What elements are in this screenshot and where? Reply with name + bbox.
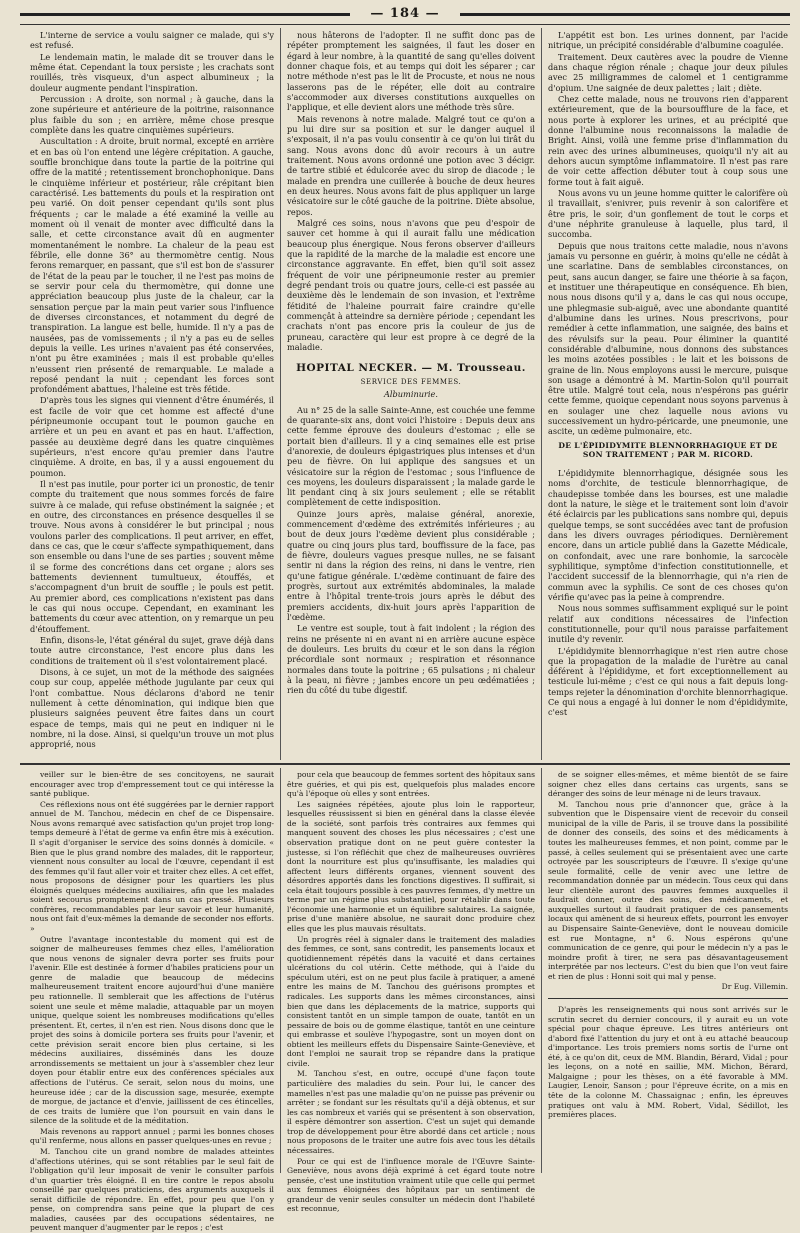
paragraph: Mais revenons à notre malade. Malgré tout ce qu'on a pu lui dire sur sa position et sur le danger auquel il s'exposait, il n'a pas voulu consentir à ce qu'on lui tirât du sang. Nous avons donc dû avoir recours à un autre traitement. Nous avons ordonné une potion avec 3 décigr. de tartre stibié et édulcorée avec du sirop de diacode ; le malade en prendra une cuillerée à bouche de deux heures en deux heures. Nous avons fait de plus appliquer un large vésicatoire sur le côté gauche de la poitrine. Diète absolue, repos. bbox=[287, 113, 535, 217]
paragraph: Chez cette malade, nous ne trouvons rien d'apparent extérieurement, que de la boursoufflure de la face, et nous porte à explorer les urines, et au précipité que donne l'albumine nous reconnaissons la maladie de Bright. Ainsi, voilà une femme prise d'inflammation du rein avec des urines albumineuses, quoiqu'il n'y ait au dehors aucun symptôme inflammatoire. Il n'est pas rare de voir cette affection débuter tout à coup sous une forme tout à fait aiguë. bbox=[548, 93, 788, 187]
paragraph: Traitement. Deux cautères avec la poudre de Vienne dans chaque région rénale ; chaque jour deux pilules avec 25 milligrammes de calomel et 1 centigramme d'opium. Une saignée de deux palettes ; lait ; diète. bbox=[548, 51, 788, 93]
paragraph: L'interne de service a voulu saigner ce malade, qui s'y est refusé. bbox=[30, 30, 274, 51]
section-title-necker: HOPITAL NECKER. — M. Trousseau. bbox=[296, 362, 526, 375]
paragraph: nous hâterons de l'adopter. Il ne suffit donc pas de répéter promptement les saignées, il faut les doser en égard à leur nombre, à la quantité de sang qu'elles doivent donner chaque fois, et au temps qui doit les séparer ; car notre méthode n'est pas le lit de Procuste, et nous ne nous lasserons pas de le répéter, elle doit au contraire s'accommoder aux diverses constitutions auxquelles on l'applique, et elle devient alors une méthode très sûre. bbox=[287, 30, 535, 113]
paragraph: Mais revenons au rapport annuel ; parmi les bonnes choses qu'il renferme, nous allons en passer quelques-unes en revue ; bbox=[30, 1126, 274, 1146]
header-rule-left bbox=[20, 13, 350, 16]
paragraph: D'après tous les signes qui viennent d'être énumérés, il est facile de voir que cet homme est affecté d'une péripneumonie occupant tout le poumon gauche en arrière et un peu en avant et pas en haut. L'affection, passée au deuxième degré dans les quatre cinquièmes supérieurs, n'est encore qu'au premier dans l'autre cinquième. A droite, en bas, il y a aussi engouement du poumon. bbox=[30, 395, 274, 478]
paragraph: veiller sur le bien-être de ses concitoyens, ne saurait encourager avec trop d'empressement tout ce qui intéresse la santé publique. bbox=[30, 770, 274, 799]
paragraph: Nous nous sommes suffisamment expliqué sur le point relatif aux conditions nécessaires de l'infection constitutionnelle, pour qu'il nous paraisse parfaitement inutile d'y revenir. bbox=[548, 603, 788, 645]
paragraph: Un progrès réel à signaler dans le traitement des maladies des femmes, ce sont, sans contredit, les pansements locaux et quotidiennement répétés dans la vacuité et dans certaines ulcérations du col utérin. Cette méthode, qui à l'aide du spéculum utéri, est on ne peut plus facile à pratiquer, a amené entre les mains de M. Tanchou des guérisons promptes et radicales. Les supports dans les mêmes circonstances, ainsi bien que dans les déplacements de la matrice, supports qui consistent tantôt en un simple tampon de ouate, tantôt en un pessaire de bois ou de gomme élastique, tantôt en une ceinture qui embrasse et soulève l'hypogastre, sont un moyen dont on obtient les meilleurs effets du Dispensaire Sainte-Geneviève, et dont l'emploi ne saurait trop se répandre dans la pratique civile. bbox=[287, 934, 535, 1068]
paragraph: Enfin, disons-le, l'état général du sujet, grave déjà dans toute autre circonstance, l'est encore plus dans les conditions de traitement où il s'est volontairement placé. bbox=[30, 635, 274, 666]
paragraph: L'appétit est bon. Les urines donnent, par l'acide nitrique, un précipité considérable d'albumine coagulée. bbox=[548, 30, 788, 51]
paragraph: L'épididymite blennorrhagique n'est rien autre chose que la propagation de la maladie de l'urètre au canal déférent à l'épididyme, et fort exceptionnellement au testicule lui-même ; c'est ce qui nous a fait depuis long-temps rejeter la dénomination d'orchite blennorrhagique. Ce qui nous a engagé à lui donner le nom d'épididymite, c'est bbox=[548, 645, 788, 718]
paragraph: Percussion : A droite, son normal ; à gauche, dans la zone supérieure et antérieure de la poitrine, raisonnance plus faible du son ; en arrière, même chose presque complète dans les quatre cinquièmes supérieurs. bbox=[30, 93, 274, 135]
section-title-epididymite: DE L'ÉPIDIDYMITE BLENNORRHAGIQUE ET DE SON TRAITEMENT ; PAR M. RICORD. bbox=[558, 440, 778, 460]
section-topic: Albuminurie. bbox=[384, 389, 438, 400]
paragraph: Le ventre est souple, tout à fait indolent ; la région des reins ne présente ni en avant ni en arrière aucune espèce de douleurs. Les bruits du cœur et le son dans la région précordiale sont normaux ; respiration et résonnance normales dans toute la poitrine ; 65 pulsations ; ni chaleur à la peau, ni fièvre ; jambes encore un peu œdématiées ; rien du côté du tube digestif. bbox=[287, 623, 535, 696]
page-header bbox=[20, 6, 790, 22]
paragraph: Outre l'avantage incontestable du moment qui est de soigner de malheureuses femmes chez elles, l'amélioration que nous venons de signaler devra porter ses fruits pour l'avenir. Elle est destinée à former d'habiles praticiens pour un genre de maladie que beaucoup de médecins malheureusement traitent encore aujourd'hui d'une manière peu rationnelle. Il semblerait que les affections de l'utérus soient une seule et même maladie, attaquable par un moyen unique, quelque soient les nombreuses modifications qu'elles présentent. Et, certes, il n'en est rien. Nous disons donc que le projet des soins à domicile portera ses fruits pour l'avenir, et cette prévision serait encore bien plus certaine, si les médecins auxiliaires, disséminés dans les douze arrondissements se mettaient un jour à s'assembler chez leur doyen pour établir entre eux des conférences spéciales aux affections de l'utérus. Ce serait, selon nous du moins, une heureuse idée ; car de la discussion sage, mesurée, exempte de morgue, de jactance et d'envie, jaillissent de ces étincelles, de ces traits de lumière que l'on poursuit en vain dans le silence de la solitude et de la méditation. bbox=[30, 934, 274, 1126]
paragraph: M. Tanchou cite un grand nombre de malades atteintes d'affections utérines, qui se sont rétablies par le seul fait de l'obligation qu'il leur imposait de venir le consulter parfois d'un quartier très éloigné. Il en tire contre le repos absolu conseillé par quelques praticiens, des arguments auxquels il serait difficile de répondre. En effet, pour peu que l'on y pense, on comprendra sans peine que la plupart de ces maladies, causées par des occupations sédentaires, ne peuvent manquer d'augmenter par le repos ; c'est bbox=[30, 1146, 274, 1233]
paragraph: M. Tanchou nous prie d'annoncer que, grâce à la subvention que le Dispensaire vient de recevoir du conseil municipal de la ville de Paris, il se trouve dans la possibilité de donner des conseils, des soins et des médicaments à toutes les malheureuses femmes, et non point, comme par le passé, à celles seulement qui se présentaient avec une carte octroyée par les souscripteurs de l'œuvre. Il s'exige qu'une seule formalité, celle de venir avec une lettre de recommandation donnée par un médecin. Tous ceux qui dans leur clientèle auront des pauvres femmes auxquelles il faudrait donner, outre des soins, des médicaments, et auxquelles surtout il faudrait pratiquer de ces pansements locaux qui amènent de si heureux effets, pourront les envoyer au Dispensaire Sainte-Geneviève, dont le nouveau domicile est rue Montagne, n° 6. Nous espérons qu'une communication de ce genre, qui pour le médecin n'y a pas le moindre profit à tirer, ne sera pas désavantageusement interprétée par nos lecteurs. C'est du bien que l'on veut faire et rien de plus : Honni soit qui mal y pense. bbox=[548, 799, 788, 981]
header-rule-right bbox=[460, 13, 790, 16]
paragraph: Quinze jours après, malaise général, anorexie, commencement d'œdème des extrémités inférieures ; au bout de deux jours l'œdème devient plus considérable ; quatre ou cinq jours plus tard, bouffissure de la face, pas de fièvre, douleurs vagues presque nulles, ne se faisant sentir ni dans la région des reins, ni dans le ventre, rien qu'une fatigue générale. L'œdème continuant de faire des progrès, surtout aux extrémités abdominales, la malade entre à l'hôpital trente-trois jours après le début des premiers accidents, dix-huit jours après l'apparition de l'œdème. bbox=[287, 508, 535, 623]
column-5 bbox=[287, 770, 535, 1214]
paragraph: Le lendemain matin, le malade dit se trouver dans le même état. Cependant la toux persiste ; les crachats sont rouillés, très visqueux, d'un aspect albumineux ; la douleur augmente pendant l'inspiration. bbox=[30, 51, 274, 93]
header-divider bbox=[20, 24, 790, 25]
column-6 bbox=[548, 770, 788, 1170]
paragraph: Depuis que nous traitons cette maladie, nous n'avons jamais vu personne en guérir, à moins qu'elle ne cédât à une scarlatine. Dans de semblables circonstances, on peut, sans aucun danger, se faire une théorie à sa façon, et instituer une thérapeutique en conséquence. Eh bien, nous nous disons qu'il y a, dans le cas qui nous occupe, une phlegmasie sub-aiguë, avec une abondante quantité d'albumine dans les urines. Nous prescrivons, pour remédier à cette inflammation, une saignée, des bains et des révulsifs sur la peau. Pour éliminer la quantité considérable d'albumine, nous donnons des substances les moins azotées possibles : le lait et les boissons de graine de lin. Nous employons aussi le mercure, puisque son usage a démontré à M. Martin-Solon qu'il pourrait être utile. Malgré tout cela, nous n'espérons pas guérir cette femme, quoique cependant nous soyons parvenus à en soulager une chez laquelle nous avions vu successivement un hydro-péricarde, une pneumonie, une ascite, un œdème pulmonaire, etc. bbox=[548, 240, 788, 437]
paragraph: Au n° 25 de la salle Sainte-Anne, est couchée une femme de quarante-six ans, dont voici l'histoire : Depuis deux ans cette femme éprouve des douleurs d'estomac ; elle se portait bien d'ailleurs. Il y a cinq semaines elle est prise d'anorexie, de douleurs épigastriques plus intenses et d'un peu de fièvre. On lui applique des sangsues et un vésicatoire sur la région de l'estomac ; sous l'influence de ces moyens, les douleurs disparaissent ; la malade garde le lit pendant cinq à six jours seulement ; elle se rétablit complètement de cette indisposition. bbox=[287, 404, 535, 508]
column-divider-1 bbox=[280, 28, 281, 760]
column-2 bbox=[287, 30, 535, 758]
signature: Dr Eug. Villemin. bbox=[721, 982, 788, 992]
paragraph: Malgré ces soins, nous n'avons que peu d'espoir de sauver cet homme à qui il aurait fallu une médication beaucoup plus énergique. Nous ferons observer d'ailleurs que la rapidité de la marche de la maladie est encore une circonstance aggravante. En effet, bien qu'il soit assez fréquent de voir une péripneumonie rester au premier degré pendant trois ou quatre jours, celle-ci est passée au deuxième dès le lendemain de son invasion, et l'extrême fétidité de l'haleine pourrait faire craindre qu'elle commençât à atteindre sa dernière période ; cependant les crachats n'ont pas encore pris la couleur de jus de pruneau, caractère qui leur est propre à ce degré de la maladie. bbox=[287, 217, 535, 352]
column-3 bbox=[548, 30, 788, 758]
paragraph: Auscultation : A droite, bruit normal, excepté en arrière et en bas où l'on entend une légère crépitation. A gauche, souffle bronchique dans toute la partie de la poitrine qui offre de la matité ; retentissement bronchophonique. Dans le cinquième inférieur et postérieur, râle crépitant bien caractérisé. Les battements du pouls et la respiration ont peu varié. On doit penser cependant qu'ils sont plus fréquents ; car le malade a été examiné la veille au moment où il venait de monter avec difficulté dans la salle, et cette circonstance avait dû en augmenter momentanément le nombre. La chaleur de la peau est fébrile, elle donne 36° au thermomètre centig. Nous ferons remarquer, en passant, que s'il est bon de s'assurer de l'état de la peau par le toucher, il ne l'est pas moins de se servir pour cela du thermomètre, qui donne une appréciation beaucoup plus juste de la chaleur, car la sensation perçue par la main peut varier sous l'influence de diverses circonstances, et notamment du degré de transpiration. La langue est belle, humide. Il n'y a pas de nausées, pas de vomissements ; il n'y a pas eu de selles depuis la veille. Les urines n'avaient pas été conservées, n'ont pu être examinées ; mais il est probable qu'elles n'eussent rien présenté de remarquable. Le malade a reposé pendant la nuit ; cependant les forces sont profondément abattues, l'haleine est très fétide. bbox=[30, 136, 274, 395]
paragraph: L'épididymite blennorrhagique, désignée sous les noms d'orchite, de testicule blennorrhagique, de chaudepisse tombée dans les bourses, est une maladie dont la nature, le siège et le traitement sont loin d'avoir été éclaircis par les publications sans nombre qui, depuis quelque temps, se sont succédées avec tant de profusion dans les divers ouvrages périodiques. Dernièrement encore, dans un article publié dans la Gazette Médicale, on confondait, avec une rare bonhomie, la sarcocèle syphilitique, symptôme d'infection constitutionnelle, et l'accident successif de la blennorrhagie, qui n'a rien de commun avec la syphilis. Ce sont de ces choses qu'on vérifie qu'avec pas la peine à comprendre. bbox=[548, 467, 788, 602]
notice-divider bbox=[548, 998, 788, 999]
column-divider-3 bbox=[280, 768, 281, 1173]
paragraph: Les saignées répétées, ajoute plus loin le rapporteur, lesquelles réussissent si bien en général dans la classe élevée de la société, sont parfois très contraires aux femmes qui manquent souvent des choses les plus nécessaires ; c'est une observation pratique dont on ne peut guère contester la justesse, si l'on réfléchit que chez de malheureuses ouvrières dont la nourriture est plus qu'insuffisante, les maladies qui affectent leurs différents organes, viennent souvent des désordres apportés dans les fonctions digestives. Il suffirait, si cela était toujours possible à ces pauvres femmes, d'y mettre un terme par un régime plus substantiel, pour rétablir dans toute l'économie une harmonie et un équilibre salutaires. La saignée, prise d'une manière absolue, ne saurait donc produire chez elles que les plus mauvais résultats. bbox=[287, 799, 535, 933]
column-4 bbox=[30, 770, 275, 1233]
paragraph: D'après les renseignements qui nous sont arrivés sur le scrutin secret du dernier concours, il y aurait eu un vote spécial pour chaque épreuve. Les titres antérieurs ont d'abord fixé l'attention du jury et ont à eu attaché beaucoup d'importance. Les trois premiers noms sortis de l'urne ont été, à ce qu'on dit, ceux de MM. Blandin, Bérard, Vidal ; pour les leçons, on a noté en saillie, MM. Michon, Bérard, Malgaigne ; pour les thèses, on a été favorable à MM. Laugier, Lenoir, Sanson ; pour l'épreuve écrite, on a mis en tête de la colonne M. Chassaignac ; enfin, les épreuves pratiques ont valu à MM. Robert, Vidal, Sédillot, les premières places. bbox=[548, 1004, 788, 1120]
section-subtitle: SERVICE DES FEMMES. bbox=[360, 378, 462, 387]
paragraph: Pour ce qui est de l'influence morale de l'Œuvre Sainte-Geneviève, nous avons déjà exprimé à cet égard toute notre pensée, c'est une institution vraiment utile que celle qui permet aux femmes éloignées des hôpitaux par un sentiment de grandeur de venir seules consulter un médecin dont l'habileté est reconnue, bbox=[287, 1156, 535, 1214]
paragraph: M. Tanchou s'est, en outre, occupé d'une façon toute particulière des maladies du sein. Pour lui, le cancer des mamelles n'est pas une maladie qu'on ne puisse pas prévenir ou arrêter ; se fondant sur les résultats qu'il a déjà obtenus, et sur les cas nombreux et variés qui se présentent à son observation, il espère démontrer son assertion. C'est un sujet qui demande trop de développement pour être abordé dans cet article ; nous nous proposons de le traiter une autre fois avec tous les détails nécessaires. bbox=[287, 1069, 535, 1155]
paragraph: Nous avons vu un jeune homme quitter le calorifère où il travaillait, s'enivrer, puis revenir à son calorifère et être pris, le soir, d'un gonflement de tout le corps et d'une néphrite granuleuse à laquelle, plus tard, il succomba. bbox=[548, 187, 788, 240]
page-number: — 184 — bbox=[370, 6, 440, 21]
paragraph: pour cela que beaucoup de femmes sortent des hôpitaux sans être guéries, et qui pis est, quelquefois plus malades encore qu'à l'époque où elles y sont entrées. bbox=[287, 770, 535, 799]
column-divider-2 bbox=[541, 28, 542, 760]
column-1 bbox=[30, 30, 274, 758]
paragraph: Disons, à ce sujet, un mot de la méthode des saignées coup sur coup, appelée méthode jugulante par ceux qui l'ont combattue. Nous déclarons d'abord ne tenir nullement à cette dénomination, qui indique bien que plusieurs saignées peuvent être faites dans un court espace de temps, mais qui ne peut en indiquer ni le nombre, ni la dose. Ainsi, si quelqu'un trouve un mot plus approprié, nous bbox=[30, 667, 274, 750]
paragraph: Ces réflexions nous ont été suggérées par le dernier rapport annuel de M. Tanchou, médecin en chef de ce Dispensaire. Nous avons remarqué avec satisfaction qu'un projet trop long-temps demeuré à l'état de germe va enfin être mis à exécution. Il s'agit d'organiser le service des soins donnés à domicile. « Bien que le plus grand nombre des malades, dit le rapporteur, viennent nous consulter au local de l'œuvre, cependant il est des femmes qu'il faut aller voir et traiter chez elles. A cet effet, nous proposons de désigner pour les quartiers les plus éloignés quelques médecins auxiliaires, afin que les malades soient secourus promptement dans un cas pressé. Plusieurs confrères, recommandables par leur savoir et leur humanité, nous ont fait d'eux-mêmes la demande de seconder nos efforts. » bbox=[30, 799, 275, 933]
column-divider-4 bbox=[541, 768, 542, 1173]
fold-divider bbox=[20, 763, 790, 765]
paragraph: Il n'est pas inutile, pour porter ici un pronostic, de tenir compte du traitement que nous sommes forcés de faire suivre à ce malade, qui refuse obstinément la saignée ; et en outre, des circonstances en présence desquelles il se trouve. Nous avons à considérer le but principal ; nous voulons parler des complications. Il peut arriver, en effet, dans ce cas, que le cœur s'affecte sympathiquement, dans son ensemble ou dans l'une de ses parties ; souvent même il se forme des concrétions dans cet organe ; alors ses battements deviennent tumultueux, étouffés, et s'accompagnent d'un bruit de souffle ; le pouls est petit. Au premier abord, ces complications n'existent pas dans le cas qui nous occupe. Cependant, en examinant les battements du cœur avec attention, on y remarque un peu d'étouffement. bbox=[30, 479, 274, 634]
paragraph: de se soigner elles-mêmes, et même bientôt de se faire soigner chez elles dans certains cas urgents, sans se déranger des soins de leur ménage ni de leurs travaux. bbox=[548, 770, 788, 799]
